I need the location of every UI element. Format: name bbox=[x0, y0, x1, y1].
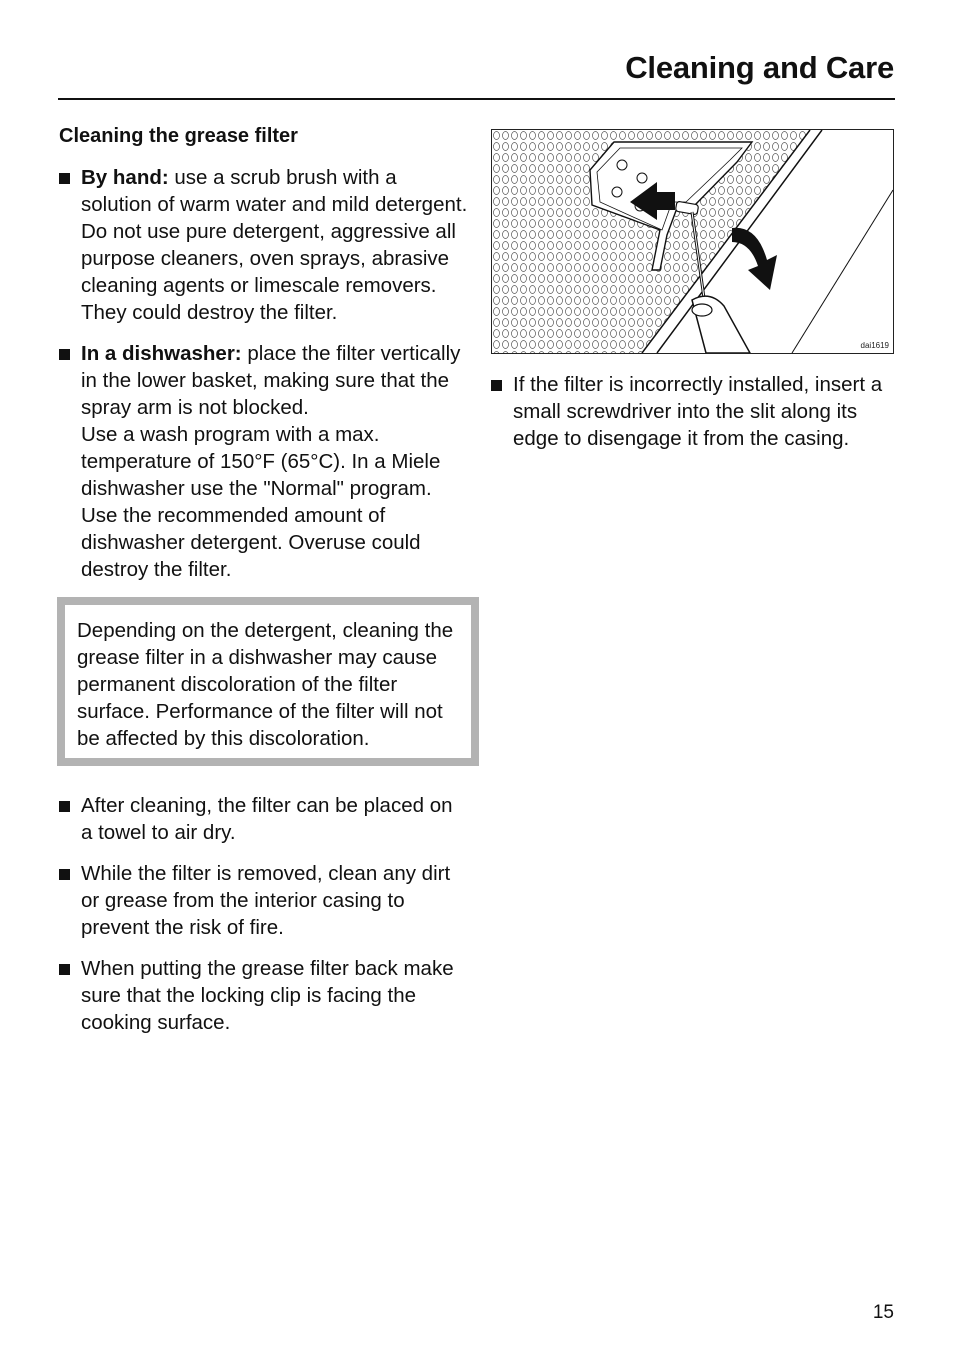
list-item bbox=[59, 164, 469, 326]
bullet-square-icon bbox=[59, 801, 70, 812]
list-item bbox=[59, 955, 469, 1036]
figure-code: dai1619 bbox=[860, 341, 889, 350]
page-title: Cleaning and Care bbox=[625, 50, 894, 85]
list-item bbox=[59, 340, 469, 583]
bullet-text: While the filter is removed, clean any dirt or grease from the interior casing to prevent the risk of fire. bbox=[81, 862, 451, 939]
bullet-text: When putting the grease filter back make sure that the locking clip is facing the cooking surface. bbox=[81, 957, 454, 1034]
bullet-square-icon bbox=[59, 349, 70, 360]
bullet-square-icon bbox=[491, 380, 502, 391]
bullet-square-icon bbox=[59, 173, 70, 184]
left-column bbox=[59, 123, 469, 1050]
right-column bbox=[491, 371, 901, 466]
bullet-lead: In a dishwasher: bbox=[81, 342, 242, 365]
bullet-text: use a scrub brush with a solution of warm water and mild detergent. bbox=[81, 166, 468, 216]
illustration-drawing bbox=[492, 130, 893, 353]
list-item bbox=[59, 792, 469, 846]
bullet-text: If the filter is incorrectly installed, insert a small screwdriver into the slit along its edge to disengage it from the casing. bbox=[513, 373, 883, 450]
page-number: 15 bbox=[872, 1302, 894, 1323]
list-item bbox=[491, 371, 901, 452]
list-item bbox=[59, 860, 469, 941]
note-box: Depending on the detergent, cleaning the grease filter in a dishwasher may cause permanent discoloration of the filter surface. Performance of the filter will not be affected by this discoloration. bbox=[57, 597, 479, 766]
bullet-text: Do not use pure detergent, aggressive all purpose cleaners, oven sprays, abrasive cleaning agents or limescale removers. They could destroy the filter. bbox=[81, 220, 456, 324]
bullet-text: place the filter vertically in the lower basket, making sure that the spray arm is not blocked. bbox=[81, 342, 461, 419]
bullet-lead: By hand: bbox=[81, 166, 169, 189]
section-heading: Cleaning the grease filter bbox=[59, 125, 298, 147]
filter-removal-illustration bbox=[491, 129, 894, 354]
bullet-text: Use the recommended amount of dishwasher detergent. Overuse could destroy the filter. bbox=[81, 504, 421, 581]
bullet-square-icon bbox=[59, 964, 70, 975]
bullet-text: Use a wash program with a max. temperature of 150°F (65°C). In a Miele dishwasher use the "Normal" program. bbox=[81, 423, 441, 500]
header-divider bbox=[58, 98, 895, 100]
bullet-square-icon bbox=[59, 869, 70, 880]
bullet-text: After cleaning, the filter can be placed on a towel to air dry. bbox=[81, 794, 453, 844]
